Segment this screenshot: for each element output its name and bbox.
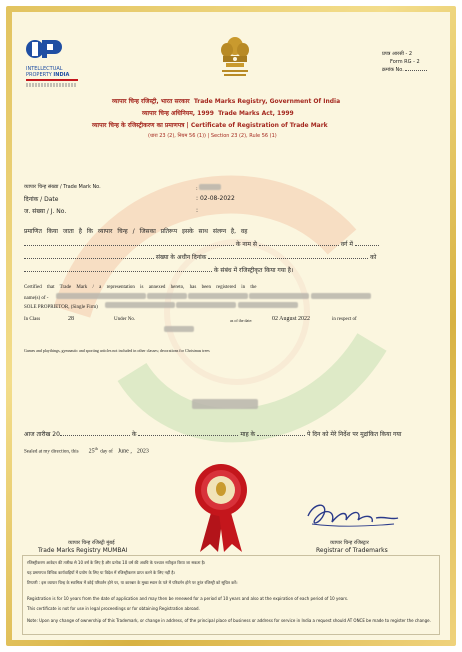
sealed-hindi: आज तारीख 20 के माह के पे दिन को मेरे निर्देश पर मुद्रांकित किया गया — [24, 431, 402, 438]
footer-hi-3: टिप्पणी : इस व्यापार चिन्ह के स्वामित्व में कोई परिवर्तन होने पर, या कारबार के मुख्य स्थान के पते में परिवर्तन होने पर तुरंत रजिस्ट्री को सूचित करें। — [27, 580, 238, 585]
registry-hi: व्यापार चिन्ह रजिस्ट्री, भारत सरकार — [112, 98, 190, 105]
section-reference: (धारा 23 (2), नियम 56 (1)) | Section 23 (2), Rule 56 (1) — [148, 133, 277, 139]
act-heading — [142, 109, 294, 117]
form-line-1: प्रपत्र आरसी - 2 — [382, 51, 413, 57]
certificate-heading: व्यापार चिन्ह के रजिस्ट्रीकरण का प्रमाणपत्र | Certificate of Registration of Trade Mark — [92, 122, 328, 129]
cert-hi: व्यापार चिन्ह के रजिस्ट्रीकरण का प्रमाणपत्र — [92, 122, 185, 129]
right-office-hi: व्यापार चिन्ह रजिस्ट्रार — [330, 540, 369, 546]
form-number-block — [382, 50, 427, 74]
asof-label: as of the date: — [230, 318, 253, 323]
logo-line-3: INDIA — [53, 72, 70, 78]
logo-line-1: INTELLECTUAL — [26, 66, 63, 72]
english-line-1: Certified that Trade Mark / a representation is annexed hereto, has been registered in the — [24, 285, 257, 290]
english-line-3: SOLE PROPRIETOR, (Single Firm) — [24, 302, 298, 310]
sealed-english: Sealed at my direction, this 25th day of June , 2023 — [24, 446, 149, 455]
national-emblem-icon — [218, 34, 252, 84]
cert-en: Certificate of Registration of Trade Mark — [190, 122, 328, 129]
ip-india-logo — [26, 36, 78, 87]
left-office-en: Trade Marks Registry MUMBAI — [38, 547, 128, 554]
form-line-3-label: क्रमांक No. — [382, 67, 404, 73]
under-no-value — [164, 317, 194, 336]
footer-en-3: Note: Upon any change of ownership of this Trademark, or change in address, of the principal place of business or address for service in India a request should AT ONCE be made to register the change. — [27, 618, 431, 623]
registrar-signature — [302, 498, 402, 534]
goods-description: Games and playthings, gymnastic and sporting articles not included in other classes; decorations for Christmas trees — [24, 348, 210, 353]
footer-en-2: This certificate is not for use in legal proceedings or for obtaining Registration abroad. — [27, 606, 200, 611]
right-office-en: Registrar of Trademarks — [316, 547, 388, 554]
hindi-line-3: संख्या के अधीन दिनांक को — [24, 253, 438, 261]
footer-hi-1: रजिस्ट्रीकरण आवेदन की तारीख से 10 वर्ष के लिए है और प्रत्येक 10 वर्ष की अवधि के पश्चात नवीकृत किया जा सकता है। — [27, 560, 206, 565]
sealed-day: 25 — [88, 448, 95, 455]
tm-number-label: व्यापार चिन्ह संख्या / Trade Mark No. — [24, 184, 101, 190]
english-line-2: name(s) of - — [24, 293, 371, 301]
hindi-line-4: के संबंध में रजिस्ट्रीकृत किया गया है। — [24, 266, 438, 274]
hindi-line-2: के नाम से वर्ग में — [24, 240, 438, 248]
under-no-label: Under No. — [114, 317, 136, 322]
hindi-line-1: प्रमाणित किया जाता है कि व्यापार चिन्ह / जिसका प्रतिरूप इसके साथ संलग्न है, वह — [24, 228, 248, 235]
footer-en-1: Registration is for 10 years from the date of application and may then be renewed for a period of 10 years and also at the expiration of each period of 10 years. — [27, 596, 349, 601]
official-seal-icon — [190, 460, 252, 554]
footer-hi-2: यह प्रमाणपत्र विधिक कार्यवाहियों में प्रयोग के लिए या विदेश में रजिस्ट्रीकरण प्राप्त करने के लिए नहीं है। — [27, 570, 175, 575]
act-en: Trade Marks Act, 1999 — [218, 110, 294, 117]
ip-logo-icon — [26, 36, 66, 62]
sealed-year: 2023 — [136, 448, 149, 455]
trademark-representation — [192, 394, 258, 413]
jno-label: ज. संख्या / J. No. — [24, 208, 67, 215]
respect-label: in respect of — [332, 317, 357, 322]
registry-en: Trade Marks Registry, Government Of India — [193, 98, 341, 105]
left-office-hi: व्यापार चिन्ह रजिस्ट्री मुंबई — [68, 540, 115, 546]
class-label: In Class — [24, 317, 41, 322]
asof-value: 02 August 2022 — [272, 316, 311, 322]
jno-value: : — [196, 207, 199, 214]
class-value: 28 — [68, 316, 74, 322]
certificate-paper — [12, 12, 450, 640]
logo-line-2: PROPERTY — [26, 72, 52, 78]
footer-notes-box — [22, 555, 440, 635]
sealed-month: June , — [117, 448, 132, 455]
registry-heading — [112, 97, 340, 105]
tm-number-value: : — [196, 184, 221, 192]
act-hi: व्यापार चिन्ह अधिनियम, 1999 — [142, 110, 214, 117]
date-value: : 02-08-2022 — [196, 195, 235, 202]
date-label: दिनांक / Date — [24, 196, 59, 203]
form-line-2: Form RG - 2 — [390, 59, 420, 65]
